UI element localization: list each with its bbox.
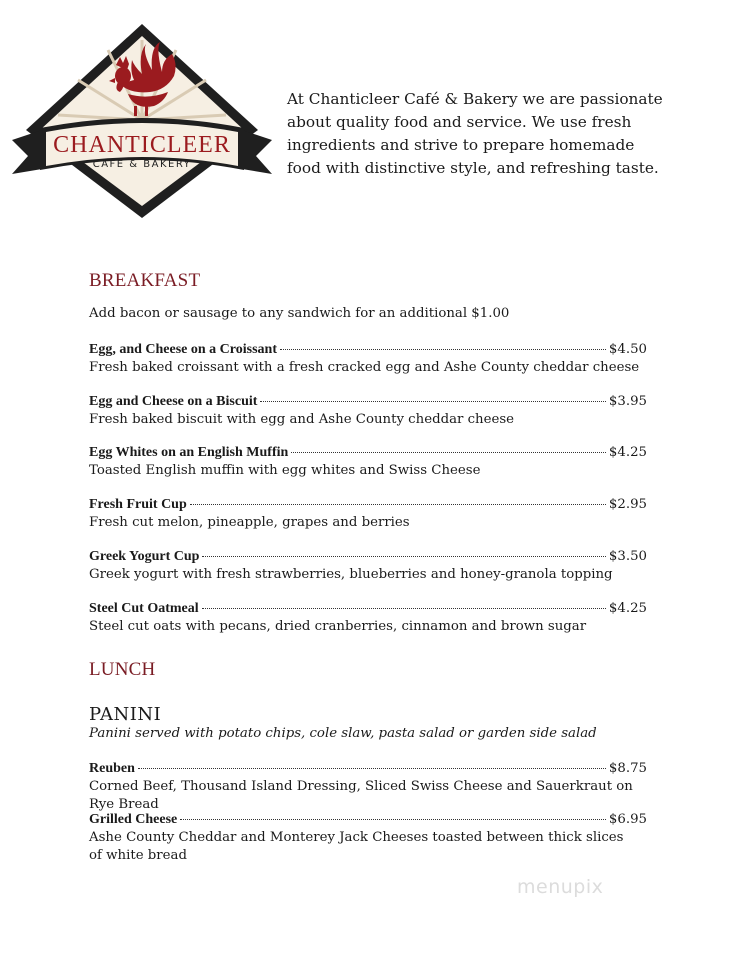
svg-text:CHANTICLEER: CHANTICLEER [53,132,231,158]
item-description: Fresh baked biscuit with egg and Ashe County cheddar cheese [89,412,515,427]
item-name: Fresh Fruit Cup [89,497,187,512]
item-price: $4.25 [608,445,647,460]
menu-item [89,548,647,584]
item-name: Egg Whites on an English Muffin [89,445,289,460]
item-description: Toasted English muffin with egg whites and Swiss Cheese [89,463,481,478]
item-name: Steel Cut Oatmeal [89,601,199,616]
menu-item [89,444,647,480]
menu-item [89,760,647,814]
item-price: $8.75 [608,761,647,776]
item-name: Egg and Cheese on a Biscuit [89,394,258,409]
item-price: $3.50 [608,549,647,564]
dot-leader [291,452,606,453]
lunch-title: LUNCH [89,659,156,680]
panini-title: PANINI [89,704,162,725]
dot-leader [190,504,606,505]
breakfast-note: Add bacon or sausage to any sandwich for an additional $1.00 [89,306,510,321]
dot-leader [280,349,606,350]
item-description: Ashe County Cheddar and Monterey Jack Cheeses toasted between thick slices of white bread [89,830,624,863]
item-price: $4.50 [608,342,647,357]
item-name: Grilled Cheese [89,812,178,827]
item-price: $6.95 [608,812,647,827]
menu-item [89,393,647,429]
dot-leader [180,819,606,820]
item-description: Greek yogurt with fresh strawberries, blueberries and honey-granola topping [89,567,613,582]
dot-leader [202,556,605,557]
item-description: Steel cut oats with pecans, dried cranberries, cinnamon and brown sugar [89,619,587,634]
item-description: Fresh cut melon, pineapple, grapes and berries [89,515,410,530]
menu-item [89,496,647,532]
item-description: Corned Beef, Thousand Island Dressing, Sliced Swiss Cheese and Sauerkraut on Rye Bread [89,779,633,812]
watermark: menupix [517,876,604,898]
menu-item [89,600,647,636]
menu-item [89,341,647,377]
item-price: $4.25 [608,601,647,616]
dot-leader [202,608,606,609]
item-name: Greek Yogurt Cup [89,549,200,564]
breakfast-title: BREAKFAST [89,270,201,291]
item-price: $3.95 [608,394,647,409]
item-description: Fresh baked croissant with a fresh cracked egg and Ashe County cheddar cheese [89,360,640,375]
panini-note: Panini served with potato chips, cole slaw, pasta salad or garden side salad [89,726,597,741]
cafe-logo [8,20,276,218]
item-name: Reuben [89,761,135,776]
item-price: $2.95 [608,497,647,512]
svg-text:CAFE & BAKERY: CAFE & BAKERY [92,159,192,170]
item-name: Egg, and Cheese on a Croissant [89,342,277,357]
dot-leader [260,401,606,402]
dot-leader [138,768,606,769]
intro-text: At Chanticleer Café & Bakery we are passionate about quality food and service. We use fresh ingredients and strive to prepare homemade food with distinctive style, and refreshing taste. [287,90,663,177]
logo-graphic [8,20,276,218]
menu-item [89,811,647,865]
